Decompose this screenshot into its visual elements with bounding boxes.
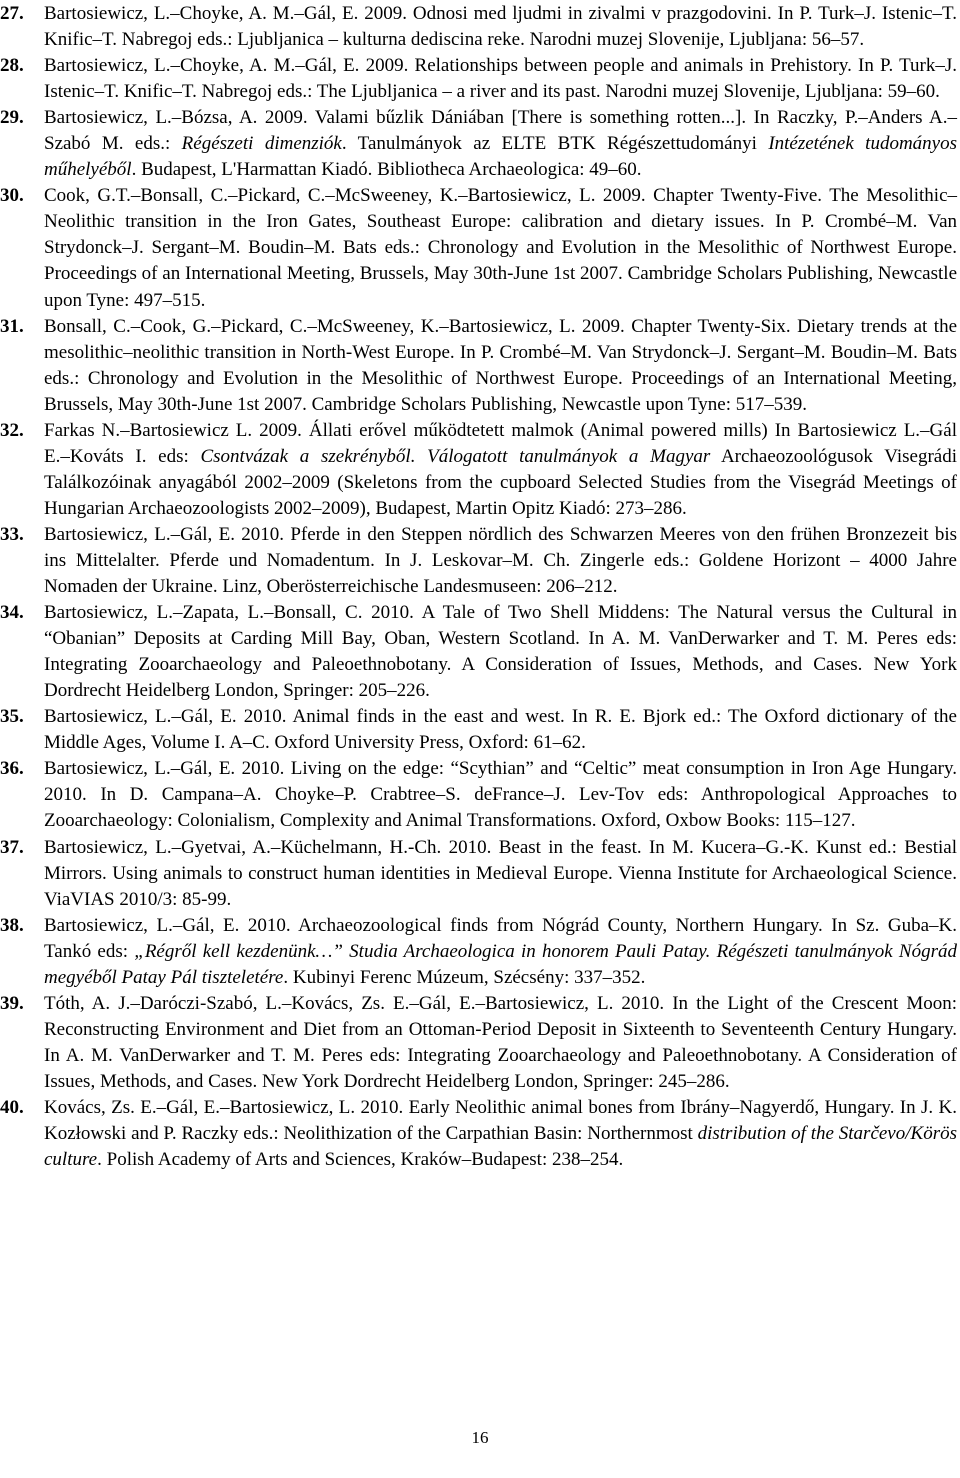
reference-number: 37. <box>0 836 24 858</box>
page-number: 16 <box>471 1428 489 1447</box>
reference-text <box>44 183 957 313</box>
reference-text <box>44 704 957 756</box>
reference-text <box>44 53 957 105</box>
reference-item <box>0 704 957 756</box>
reference-segment: Tóth, A. J.–Daróczi-Szabó, L.–Kovács, Zs. E.–Gál, E.–Bartosiewicz, L. 2010. In the Light of the Crescent Moon: Reconstructing Environment and Diet from an Ottoman-Period Deposit in Sixteenth to Seventeenth Century Hungary. In A. M. VanDerwarker and T. M. Peres eds: Integrating Zooarchaeology and Paleoethnobotany. A Consideration of Issues, Methods, and Cases. New York Dordrecht Heidelberg London, Springer: 245–286. <box>44 992 957 1092</box>
reference-number: 27. <box>0 3 24 24</box>
reference-segment: . Tanulmányok az ELTE BTK Régészettudományi <box>341 133 769 155</box>
reference-text <box>44 522 957 600</box>
reference-segment: Bartosiewicz, L.–Gál, E. 2010. Pferde in den Steppen nördlich des Schwarzen Meeres von den frühen Bronzezeit bis ins Mittelalter. Pferde und Nomadentum. In J. Leskovar–M. Ch. Zingerle eds.: Goldene Horizont – 4000 Jahre Nomaden der Ukraine. Linz, Oberösterreichische Landesmuseen: 206–212. <box>44 523 957 598</box>
reference-number: 29. <box>0 107 24 129</box>
reference-segment: Bartosiewicz, L.–Gyetvai, A.–Küchelmann, H.-Ch. 2010. Beast in the feast. In M. Kucera–G.-K. Kunst ed.: Bestial Mirrors. Using animals to construct human identities in Medieval Europe. Vienna Institute for Archaeological Science. ViaVIAS 2010/3: 85-99. <box>44 836 957 910</box>
reference-segment: Bonsall, C.–Cook, G.–Pickard, C.–McSweeney, K.–Bartosiewicz, L. 2009. Chapter Twenty-Six. Dietary trends at the mesolithic–neolithic transition in North-West Europe. In P. Crombé–M. Van Strydonck–J. Sergant–M. Boudin–M. Bats eds.: Chronology and Evolution in the Mesolithic of Northwest Europe. Proceedings of an International Meeting, Brussels, May 30th-June 1st 2007. Cambridge Scholars Publishing, Newcastle upon Tyne: 517–539. <box>44 315 957 415</box>
reference-item <box>0 53 957 105</box>
reference-italic-segment: Intézetének tudományos műhelyéből <box>44 133 957 181</box>
reference-number: 36. <box>0 758 24 780</box>
reference-segment: . Kubinyi Ferenc Múzeum, Szécsény: 337–352. <box>283 966 646 988</box>
reference-segment: Bartosiewicz, L.–Choyke, A. M.–Gál, E. 2009. Relationships between people and animals in Prehistory. In P. Turk–J. Istenic–T. Knific–T. Nabregoj eds.: The Ljubljanica – a river and its past. Narodni muzej Slovenije, Ljubljana: 59–60. <box>44 55 957 103</box>
reference-segment: Archaeozoológusok Visegrádi Találkozóinak anyagából 2002–2009 (Skeletons from the cupboard Selected Studies from the Visegrád Meetings of Hungarian Archaeozoologists 2002–2009), Budapest, Martin Opitz Kiadó: 273–286. <box>44 445 957 519</box>
reference-number: 28. <box>0 55 24 77</box>
reference-item <box>0 522 957 600</box>
reference-text <box>44 314 957 418</box>
reference-item <box>0 1 957 53</box>
reference-text <box>44 1095 957 1173</box>
reference-item <box>0 835 957 913</box>
reference-item <box>0 105 957 183</box>
reference-segment: Bartosiewicz, L.–Bózsa, A. 2009. Valami bűzlik Dániában [There is something rotten...]. In Raczky, P.–Anders A.–Szabó M. eds.: <box>44 107 957 155</box>
reference-text <box>44 1 957 53</box>
reference-segment: Bartosiewicz, L.–Zapata, L.–Bonsall, C. 2010. A Tale of Two Shell Middens: The Natural versus the Cultural in “Obanian” Deposits at Carding Mill Bay, Oban, Western Scotland. In A. M. VanDerwarker and T. M. Peres eds: Integrating Zooarchaeology and Paleoethnobotany. A Consideration of Issues, Methods, and Cases. New York Dordrecht Heidelberg London, Springer: 205–226. <box>44 602 957 702</box>
reference-item <box>0 314 957 418</box>
reference-italic-segment: „Régről kell kezdenünk…” Studia Archaeologica in honorem Pauli Patay. Régészeti tanulmányok Nógrád megyéből Patay Pál tiszteletére <box>44 940 957 988</box>
reference-text <box>44 418 957 522</box>
reference-item <box>0 600 957 704</box>
reference-text <box>44 913 957 991</box>
reference-item <box>0 756 957 834</box>
reference-text <box>44 600 957 704</box>
reference-segment: Farkas N.–Bartosiewicz L. 2009. Állati erővel működtetett malmok (Animal powered mills) In Bartosiewicz L.–Gál E.–Kováts I. eds: <box>44 419 957 467</box>
reference-number: 32. <box>0 419 24 441</box>
reference-item <box>0 991 957 1095</box>
reference-number: 30. <box>0 185 24 207</box>
reference-segment: . Budapest, L'Harmattan Kiadó. Bibliotheca Archaeologica: 49–60. <box>131 159 642 181</box>
reference-segment: Bartosiewicz, L.–Choyke, A. M.–Gál, E. 2009. Odnosi med ljudmi in zivalmi v prazgodovini. In P. Turk–J. Istenic–T. Knific–T. Nabregoj eds.: Ljubljanica – kulturna dediscina reke. Narodni muzej Slovenije, Ljubljana: 56–57. <box>44 3 957 51</box>
reference-segment: . Polish Academy of Arts and Sciences, Kraków–Budapest: 238–254. <box>97 1149 624 1171</box>
reference-item <box>0 418 957 522</box>
reference-number: 35. <box>0 706 24 728</box>
reference-segment: Bartosiewicz, L.–Gál, E. 2010. Living on the edge: “Scythian” and “Celtic” meat consumption in Iron Age Hungary. 2010. In D. Campana–A. Choyke–P. Crabtree–S. deFrance–J. Lev-Tov eds: Anthropological Approaches to Zooarchaeology: Colonialism, Complexity and Animal Transformations. Oxford, Oxbow Books: 115–127. <box>44 758 957 832</box>
reference-number: 40. <box>0 1096 24 1118</box>
reference-item <box>0 913 957 991</box>
reference-text <box>44 991 957 1095</box>
reference-text <box>44 835 957 913</box>
reference-segment: Cook, G.T.–Bonsall, C.–Pickard, C.–McSweeney, K.–Bartosiewicz, L. 2009. Chapter Twenty-Five. The Mesolithic–Neolithic transition in the Iron Gates, Southeast Europe: calibration and dietary issues. In P. Crombé–M. Van Strydonck–J. Sergant–M. Boudin–M. Bats eds.: Chronology and Evolution in the Mesolithic of Northwest Europe. Proceedings of an International Meeting, Brussels, May 30th-June 1st 2007. Cambridge Scholars Publishing, Newcastle upon Tyne: 497–515. <box>44 185 957 311</box>
reference-italic-segment: Csontvázak a szekrényből. Válogatott tanulmányok a Magyar <box>200 445 711 467</box>
reference-text <box>44 756 957 834</box>
reference-italic-segment: distribution of the Starčevo/Körös culture <box>44 1123 957 1171</box>
reference-italic-segment: Régészeti dimenziók <box>181 133 342 155</box>
reference-item <box>0 183 957 313</box>
reference-list <box>0 1 957 1173</box>
reference-item <box>0 1095 957 1173</box>
reference-segment: Bartosiewicz, L.–Gál, E. 2010. Animal finds in the east and west. In R. E. Bjork ed.: The Oxford dictionary of the Middle Ages, Volume I. A–C. Oxford University Press, Oxford: 61–62. <box>44 706 957 754</box>
reference-text <box>44 105 957 183</box>
reference-number: 39. <box>0 992 24 1014</box>
reference-segment: Bartosiewicz, L.–Gál, E. 2010. Archaeozoological finds from Nógrád County, Northern Hungary. In Sz. Guba–K. Tankó eds: <box>44 914 957 962</box>
reference-number: 31. <box>0 315 24 337</box>
reference-segment: Kovács, Zs. E.–Gál, E.–Bartosiewicz, L. 2010. Early Neolithic animal bones from Ibrány–Nagyerdő, Hungary. In J. K. Kozłowski and P. Raczky eds.: Neolithization of the Carpathian Basin: Northernmost <box>44 1096 957 1145</box>
reference-number: 33. <box>0 523 24 545</box>
reference-number: 38. <box>0 914 24 936</box>
reference-number: 34. <box>0 602 24 624</box>
